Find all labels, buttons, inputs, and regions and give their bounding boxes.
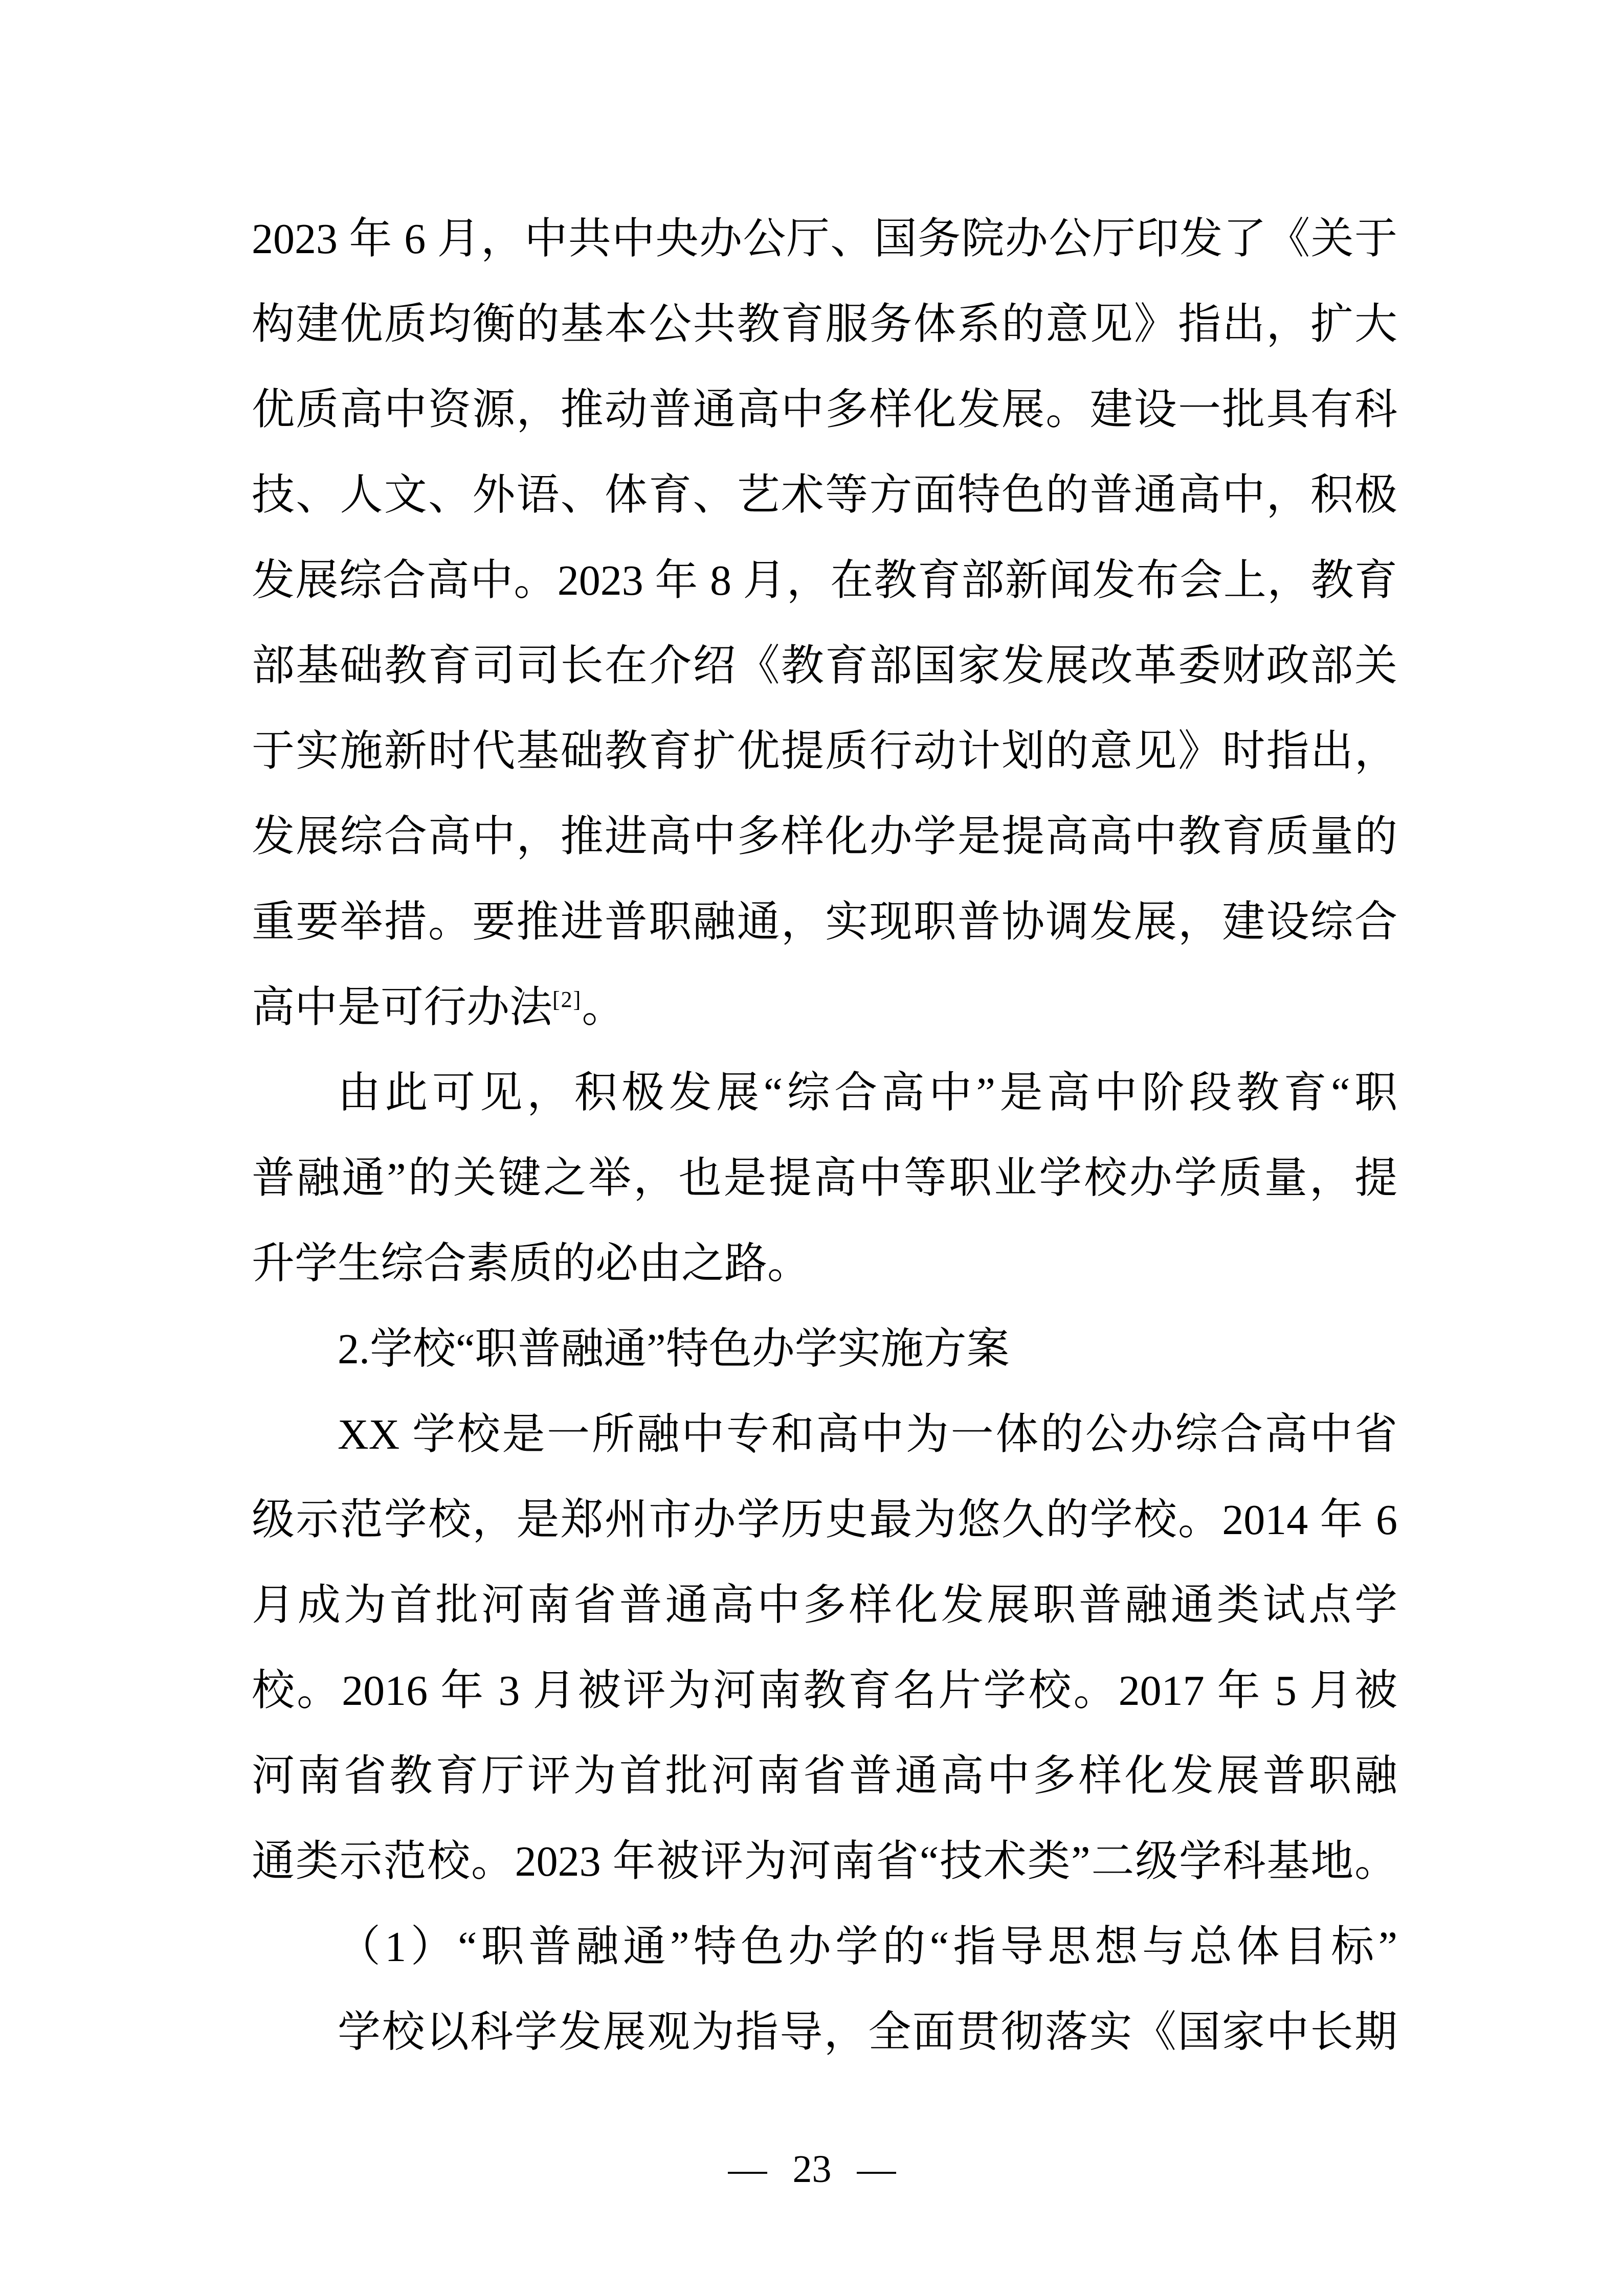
text-segment: 高中是可行办法 [252,984,553,1031]
text-line-4: 技、人文、外语、体育、艺术等方面特色的普通高中，积极 [252,471,1397,519]
text-line-6: 部基础教育司司长在介绍《教育部国家发展改革委财政部关 [252,642,1397,690]
text-line-13: 升学生综合素质的必由之路。 [252,1240,811,1288]
text-line-1: 2023 年 6 月，中共中央办公厅、国务院办公厅印发了《关于 [252,215,1397,263]
text-line-14: 2.学校“职普融通”特色办学实施方案 [338,1325,1010,1373]
text-line-21: （1）“职普融通”特色办学的“指导思想与总体目标” [338,1923,1397,1971]
footer-dash-left: — [728,2148,767,2191]
text-line-22: 学校以科学发展观为指导，全面贯彻落实《国家中长期 [338,2009,1397,2056]
text-line-10 [252,965,1397,1050]
text-line-12: 普融通”的关键之举，也是提高中等职业学校办学质量，提 [252,1155,1397,1202]
footer-dash-right: — [857,2148,896,2191]
text-block [252,196,1397,2075]
text-line-3: 优质高中资源，推动普通高中多样化发展。建设一批具有科 [252,386,1397,434]
text-line-8: 发展综合高中，推进高中多样化办学是提高高中教育质量的 [252,813,1397,861]
text-segment: 。 [582,984,625,1031]
text-line-19: 河南省教育厅评为首批河南省普通高中多样化发展普职融 [252,1752,1397,1800]
text-line-15: XX 学校是一所融中专和高中为一体的公办综合高中省 [338,1411,1397,1458]
text-line-20: 通类示范校。2023 年被评为河南省“技术类”二级学科基地。 [252,1838,1397,1885]
text-line-2: 构建优质均衡的基本公共教育服务体系的意见》指出，扩大 [252,301,1397,348]
text-line-16: 级示范学校，是郑州市办学历史最为悠久的学校。2014 年 6 [252,1496,1397,1544]
text-line-11: 由此可见，积极发展“综合高中”是高中阶段教育“职 [338,1069,1397,1117]
text-line-9: 重要举措。要推进普职融通，实现职普协调发展，建设综合 [252,898,1397,946]
footnote-reference: [2] [552,987,582,1012]
page-number: 23 [792,2148,832,2191]
text-line-7: 于实施新时代基础教育扩优提质行动计划的意见》时指出， [252,728,1397,775]
text-line-5: 发展综合高中。2023 年 8 月，在教育部新闻发布会上，教育 [252,557,1397,604]
text-line-17: 月成为首批河南省普通高中多样化发展职普融通类试点学 [252,1582,1397,1629]
text-line-18: 校。2016 年 3 月被评为河南教育名片学校。2017 年 5 月被 [252,1667,1397,1715]
page-footer [0,2144,1624,2195]
